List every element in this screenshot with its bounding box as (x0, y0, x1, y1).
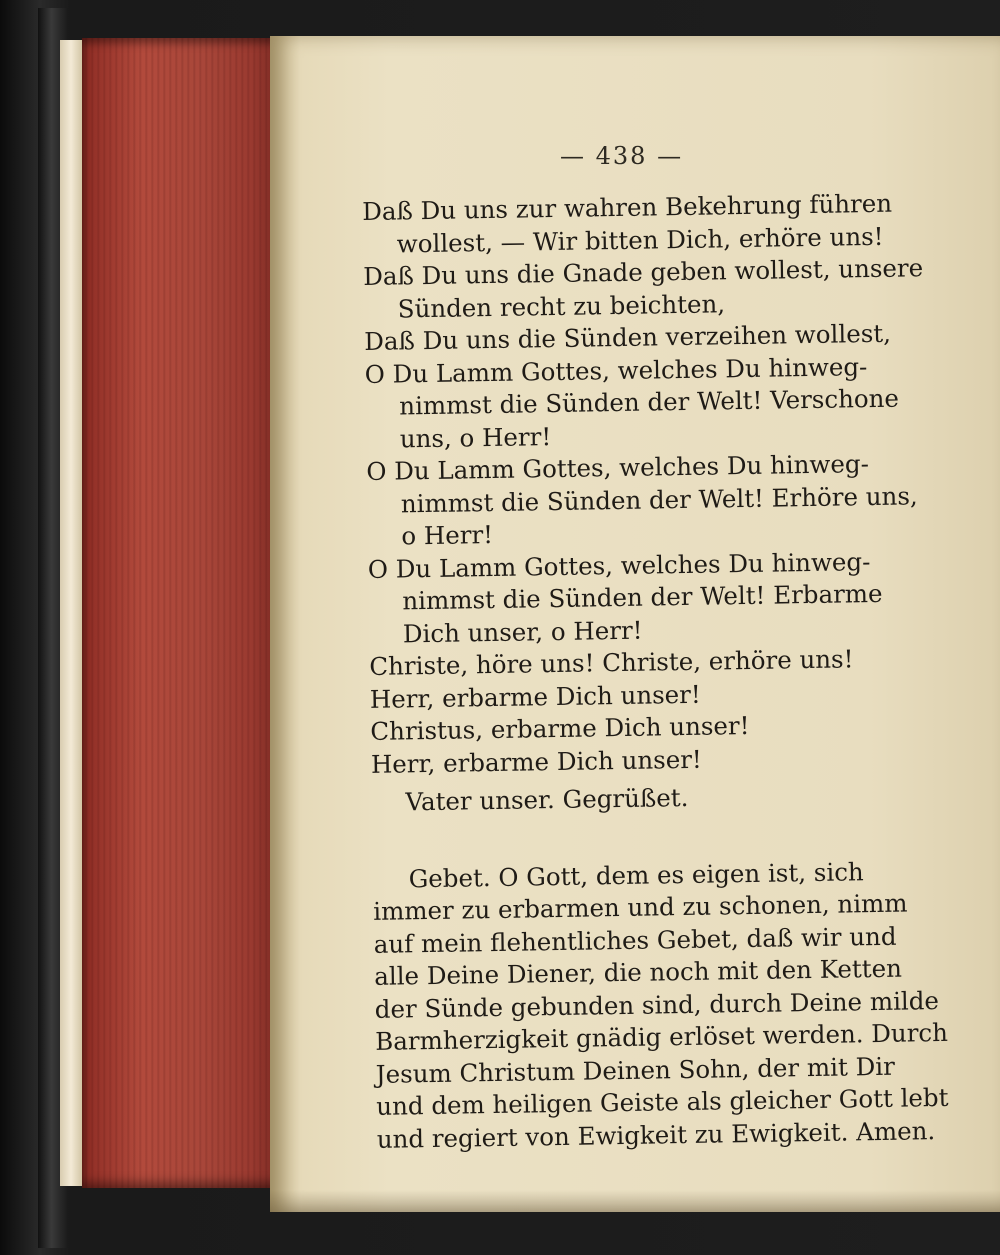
prayer-line: Jesum Christum Deinen Sohn, der mit Dir (375, 1051, 896, 1089)
litany-line: Dich unser, o Herr! (402, 615, 643, 648)
litany-line: Daß Du uns die Sünden verzeihen wollest, (364, 318, 892, 356)
prayer-line: und dem heiligen Geiste als gleicher Gott lebt (376, 1082, 949, 1121)
prayer-line: Barmherzigkeit gnädig erlöset werden. Durch (375, 1017, 949, 1056)
litany (362, 187, 971, 781)
prayer-line: und regiert von Ewigkeit zu Ewigkeit. Amen. (376, 1115, 936, 1154)
litany-line: O Du Lamm Gottes, welches Du hinweg- (367, 546, 871, 584)
litany-line: Herr, erbarme Dich unser! (370, 744, 702, 779)
prayer-line: immer zu erbarmen und zu schonen, nimm (373, 888, 908, 926)
litany-line: Sünden recht zu beichten, (397, 288, 726, 323)
litany-line: Christus, erbarme Dich unser! (370, 710, 750, 746)
prayer-line: auf mein flehentliches Gebet, daß wir und (373, 921, 897, 959)
litany-line: wollest, — Wir bitten Dich, erhöre uns! (396, 221, 884, 258)
litany-line: O Du Lamm Gottes, welches Du hinweg- (364, 351, 868, 389)
litany-line: nimmst die Sünden der Welt! Verschone (399, 383, 900, 421)
litany-line: nimmst die Sünden der Welt! Erbarme (402, 578, 883, 616)
page-number: — 438 — (560, 142, 684, 170)
litany-line: Daß Du uns zur wahren Bekehrung führen (362, 188, 893, 226)
page-text (362, 187, 977, 1156)
prayer-line: der Sünde gebunden sind, durch Deine milde (374, 985, 940, 1024)
closing-line: Vater unser. Gegrüßet. (405, 782, 689, 817)
litany-line: Herr, erbarme Dich unser! (369, 679, 701, 714)
litany-line: uns, o Herr! (399, 421, 552, 453)
litany-line: Christe, höre uns! Christe, erhöre uns! (369, 644, 854, 681)
red-page-edges (82, 38, 280, 1188)
litany-line: nimmst die Sünden der Welt! Erhöre uns, (400, 480, 918, 518)
prayer-paragraph (372, 854, 977, 1156)
prayer-line: Gebet. O Gott, dem es eigen ist, sich (408, 856, 864, 893)
litany-line: Daß Du uns die Gnade geben wollest, unsere (363, 253, 924, 291)
prayer-line: alle Deine Diener, die noch mit den Ketten (374, 953, 903, 991)
litany-line: o Herr! (401, 519, 494, 551)
page-edge-cream (60, 40, 82, 1186)
page-bottom-shadow (270, 1190, 1000, 1212)
litany-line: O Du Lamm Gottes, welches Du hinweg- (366, 449, 870, 486)
